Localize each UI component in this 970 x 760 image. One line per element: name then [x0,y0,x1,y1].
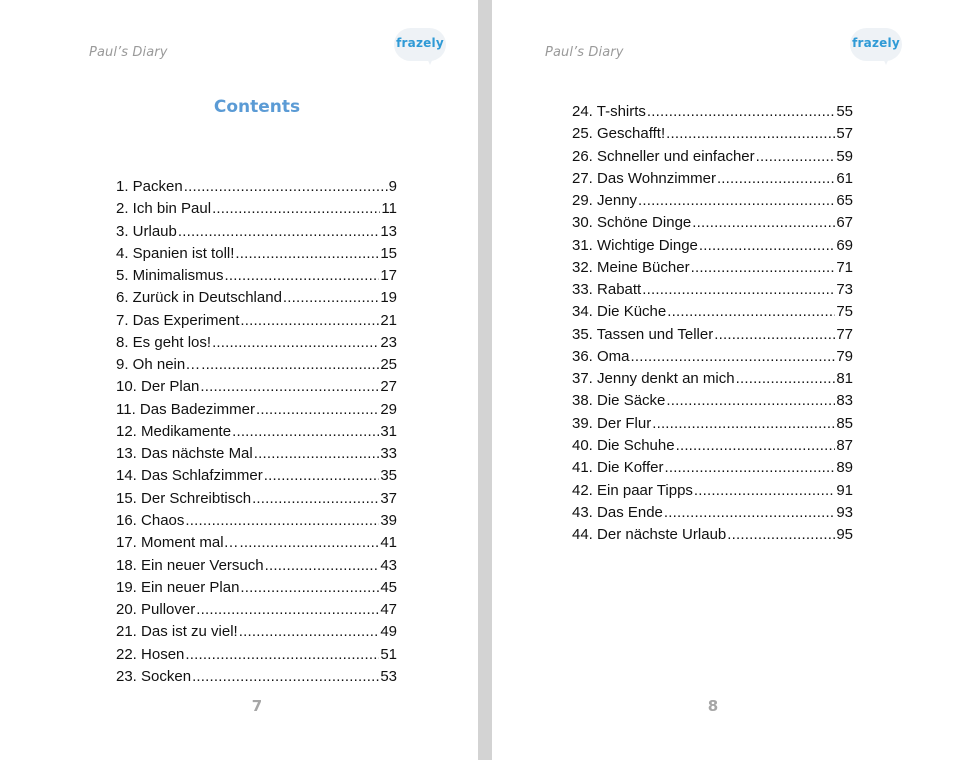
toc-entry-title: 14. Das Schlafzimmer [116,467,263,485]
right-page [492,0,970,760]
toc-entry-title: 17. Moment mal… [116,534,239,552]
toc-entry-page: 77 [836,325,853,343]
toc-entry[interactable] [116,667,397,689]
toc-entry-page: 65 [836,192,853,210]
toc-entry[interactable] [116,222,397,244]
dot-leader [694,481,835,500]
toc-entry-page: 81 [836,370,853,388]
toc-entry[interactable] [116,489,397,511]
toc-entry-title: 22. Hosen [116,645,185,663]
toc-entry[interactable] [116,355,397,377]
toc-entry[interactable] [572,391,853,413]
toc-entry[interactable] [572,503,853,525]
toc-entry[interactable] [116,400,397,422]
dot-leader [240,311,379,330]
toc-entry-page: 29 [380,400,397,418]
left-page [0,0,478,760]
toc-entry-page: 49 [380,623,397,641]
toc-entry-page: 55 [836,103,853,120]
toc-entry[interactable] [116,311,397,333]
toc-entry[interactable] [572,369,853,391]
toc-entry-title: 38. Die Säcke [572,392,666,410]
toc-entry-page: 23 [380,333,397,351]
dot-leader [727,525,835,544]
toc-entry[interactable] [572,481,853,503]
toc-entry[interactable] [572,414,853,436]
toc-entry-page: 67 [836,214,853,232]
toc-entry[interactable] [572,458,853,480]
toc-entry-page: 61 [836,169,853,187]
toc-entry-title: 34. Die Küche [572,303,667,321]
toc-entry[interactable] [116,444,397,466]
toc-entry[interactable] [116,333,397,355]
dot-leader [699,236,835,255]
toc-entry-title: 12. Medikamente [116,422,232,440]
dot-leader [736,369,836,388]
toc-entry-title: 35. Tassen und Teller [572,325,714,343]
dot-leader [692,213,835,232]
toc-entry-title: 7. Das Experiment [116,311,240,329]
dot-leader [254,444,380,463]
toc-entry-page: 53 [380,667,397,685]
toc-entry-page: 57 [836,125,853,143]
toc-entry-title: 29. Jenny [572,192,638,210]
dot-leader [264,466,380,485]
dot-leader [664,503,835,522]
dot-leader [232,422,379,441]
toc-entry-title: 43. Das Ende [572,503,663,521]
toc-entry-title: 44. Der nächste Urlaub [572,526,727,544]
toc-entry-page: 71 [836,258,853,276]
toc-entry-page: 91 [836,481,853,499]
speech-bubble-tail [882,56,890,65]
table-of-contents [116,177,397,689]
dot-leader [666,391,835,410]
toc-entry[interactable] [572,191,853,213]
dot-leader [235,244,379,263]
toc-entry-title: 20. Pullover [116,601,196,619]
dot-leader [664,458,835,477]
dot-leader [239,622,380,641]
toc-entry-page: 9 [388,178,397,195]
toc-entry-title: 25. Geschafft! [572,125,666,143]
toc-entry-page: 15 [380,244,397,262]
dot-leader [192,667,379,686]
toc-entry-page: 47 [380,601,397,619]
dot-leader [225,266,380,285]
toc-entry[interactable] [572,236,853,258]
toc-entry[interactable] [572,325,853,347]
toc-entry-title: 37. Jenny denkt an mich [572,370,735,388]
toc-entry-page: 13 [380,222,397,240]
toc-entry-page: 87 [836,436,853,454]
toc-entry-title: 1. Packen [116,178,183,195]
dot-leader [252,489,379,508]
dot-leader [185,645,379,664]
toc-entry-page: 35 [380,467,397,485]
dot-leader [667,302,835,321]
toc-entry-page: 33 [380,445,397,463]
toc-entry[interactable] [572,302,853,324]
toc-entry-page: 95 [836,526,853,544]
toc-entry-title: 18. Ein neuer Versuch [116,556,264,574]
dot-leader [178,222,379,241]
toc-entry[interactable] [116,244,397,266]
toc-entry[interactable] [572,124,853,146]
dot-leader [196,600,379,619]
dot-leader [200,377,379,396]
toc-entry-title: 4. Spanien ist toll! [116,244,235,262]
toc-entry[interactable] [116,422,397,444]
toc-entry-page: 83 [836,392,853,410]
toc-entry[interactable] [116,511,397,533]
toc-entry[interactable] [572,525,853,547]
toc-entry[interactable] [116,645,397,667]
toc-entry[interactable] [572,347,853,369]
toc-entry-page: 75 [836,303,853,321]
dot-leader [652,414,835,433]
dot-leader [631,347,836,366]
toc-entry-title: 32. Meine Bücher [572,258,690,276]
dot-leader [212,199,380,218]
toc-entry-title: 19. Ein neuer Plan [116,578,240,596]
toc-entry-page: 85 [836,414,853,432]
toc-entry-page: 59 [836,147,853,165]
frazely-logo-icon [850,28,902,68]
table-of-contents [572,102,853,547]
dot-leader [647,102,835,121]
toc-entry-title: 41. Die Koffer [572,459,664,477]
toc-entry-page: 31 [380,422,397,440]
dot-leader [265,556,380,575]
toc-entry[interactable] [572,280,853,302]
toc-entry[interactable] [116,177,397,199]
dot-leader [717,169,835,188]
toc-entry-title: 31. Wichtige Dinge [572,236,698,254]
toc-entry[interactable] [116,556,397,578]
toc-entry-title: 3. Urlaub [116,222,177,240]
dot-leader [212,333,379,352]
toc-entry[interactable] [116,600,397,622]
toc-entry-title: 26. Schneller und einfacher [572,147,755,165]
speech-bubble-tail [426,56,434,65]
toc-entry-page: 11 [381,200,397,218]
toc-entry[interactable] [572,213,853,235]
toc-entry[interactable] [116,622,397,644]
toc-entry-page: 69 [836,236,853,254]
toc-entry-title: 2. Ich bin Paul [116,200,212,218]
dot-leader [256,400,379,419]
dot-leader [691,258,836,277]
toc-entry-title: 33. Rabatt [572,281,642,299]
toc-entry-title: 9. Oh nein… [116,356,201,374]
toc-entry-page: 25 [380,356,397,374]
dot-leader [676,436,836,455]
toc-entry-title: 8. Es geht los! [116,333,212,351]
toc-entry-title: 27. Das Wohnzimmer [572,169,716,187]
dot-leader [201,355,379,374]
logo-text: frazely [852,36,900,50]
toc-entry-title: 42. Ein paar Tipps [572,481,693,499]
page-number: 8 [707,697,719,715]
dot-leader [184,177,388,196]
toc-entry-page: 43 [380,556,397,574]
toc-entry-page: 73 [836,281,853,299]
toc-entry[interactable] [572,258,853,280]
page-gutter-divider [478,0,492,760]
dot-leader [756,147,836,166]
frazely-logo-icon [394,28,446,68]
toc-entry-page: 93 [836,503,853,521]
toc-entry-page: 17 [380,267,397,285]
toc-entry-title: 36. Oma [572,347,630,365]
toc-entry[interactable] [116,377,397,399]
toc-entry[interactable] [572,147,853,169]
toc-entry-title: 24. T-shirts [572,103,646,120]
toc-entry-page: 41 [380,534,397,552]
toc-entry-title: 5. Minimalismus [116,267,224,285]
toc-entry-title: 16. Chaos [116,511,185,529]
toc-entry-title: 30. Schöne Dinge [572,214,692,232]
toc-entry-title: 21. Das ist zu viel! [116,623,238,641]
dot-leader [240,578,379,597]
page-number: 7 [251,697,263,715]
toc-entry-page: 21 [380,311,397,329]
contents-heading: Contents [213,97,301,117]
toc-entry-page: 45 [380,578,397,596]
toc-entry-title: 11. Das Badezimmer [116,400,255,418]
toc-entry[interactable] [116,533,397,555]
toc-entry-title: 23. Socken [116,667,192,685]
toc-entry-title: 40. Die Schuhe [572,436,675,454]
toc-entry-title: 10. Der Plan [116,378,200,396]
toc-entry-page: 19 [380,289,397,307]
toc-entry[interactable] [116,578,397,600]
toc-entry-title: 15. Der Schreibtisch [116,489,252,507]
toc-entry[interactable] [572,102,853,124]
running-head: Paul’s Diary [545,45,624,60]
toc-entry-page: 39 [380,511,397,529]
toc-entry[interactable] [116,288,397,310]
dot-leader [638,191,835,210]
toc-entry-page: 27 [380,378,397,396]
dot-leader [240,533,380,552]
toc-entry-page: 89 [836,459,853,477]
dot-leader [666,124,835,143]
toc-entry[interactable] [572,436,853,458]
logo-text: frazely [396,36,444,50]
toc-entry-title: 39. Der Flur [572,414,652,432]
running-head: Paul’s Diary [89,45,168,60]
toc-entry-title: 13. Das nächste Mal [116,445,253,463]
dot-leader [283,288,379,307]
toc-entry[interactable] [116,199,397,221]
dot-leader [642,280,835,299]
toc-entry[interactable] [572,169,853,191]
toc-entry-page: 37 [380,489,397,507]
toc-entry-title: 6. Zurück in Deutschland [116,289,282,307]
dot-leader [185,511,379,530]
dot-leader [714,325,835,344]
toc-entry-page: 51 [380,645,397,663]
toc-entry-page: 79 [836,347,853,365]
toc-entry[interactable] [116,466,397,488]
toc-entry[interactable] [116,266,397,288]
